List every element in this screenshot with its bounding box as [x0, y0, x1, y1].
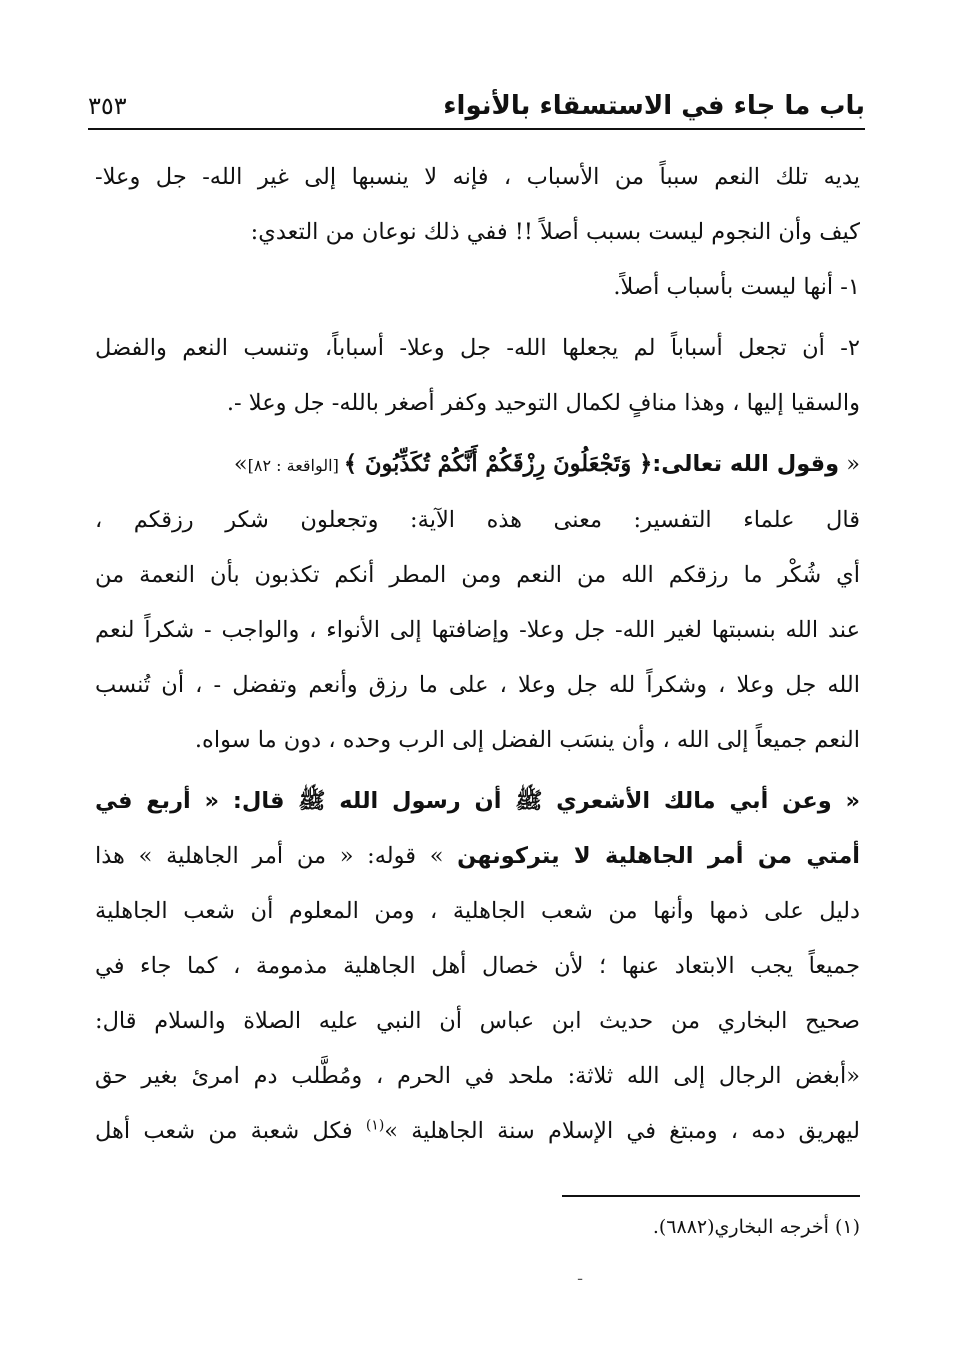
- hadith-line: [95, 829, 860, 884]
- list-item: ١- أنها ليست بأسباب أصلاً.: [613, 274, 860, 300]
- quote-open: «: [839, 451, 860, 477]
- quran-verse: ﴿ وَتَجْعَلُونَ رِزْقَكُمْ أَنَّكُمْ تُكَذِّبُونَ ﴾: [343, 451, 653, 477]
- text-line: صحيح البخاري من حديث ابن عباس أن النبي عليه الصلاة والسلام قال:: [95, 1008, 860, 1034]
- footnote-separator: [562, 1195, 860, 1197]
- quote-close: »: [233, 451, 248, 477]
- text-line: قال علماء التفسير: معنى هذه الآية: وتجعلون شكر رزقكم ،: [95, 507, 860, 533]
- list-item: ٢- أن تجعل أسباباً لم يجعلها الله- جل وعلا- أسباباً، وتنسب النعم والفضل: [95, 335, 860, 361]
- text-line: يديه تلك النعم سبباً من الأسباب ، فإنه لا ينسبها إلى غير الله- جل وعلا-: [95, 164, 860, 190]
- text-line: أي شُكْر ما رزقكم الله من النعم ومن المطر أنكم تكذبون بأن النعمة من: [95, 562, 860, 588]
- page-body: [95, 150, 860, 1159]
- text-line: كيف وأن النجوم ليست بسبب أصلاً !! ففي ذلك نوعان من التعدي:: [250, 219, 860, 245]
- text-line: دليل على ذمها وأنها من شعب الجاهلية ، ومن المعلوم أن شعب الجاهلية: [95, 898, 860, 924]
- hadith-line: « وعن أبي مالك الأشعري ﷺ أن رسول الله ﷺ قال: « أربع في: [95, 788, 860, 814]
- quote-lead: وقول الله تعالى:: [652, 451, 840, 477]
- text-line: الله جل وعلا ، وشكراً لله جل وعلا ، على ما رزق وأنعم وتفضل - ، أن تُنسب: [95, 672, 860, 698]
- text-line: «أبغض الرجال إلى الله ثلاثة: ملحد في الحرم ، ومُطَّلب دم امرئ بغير حق: [95, 1063, 860, 1089]
- footnote: (١) أخرجه البخاري(٦٨٨٢).: [652, 1216, 860, 1238]
- footnote-marker: (١): [365, 1117, 385, 1134]
- verse-reference: [الواقعة : ٨٢]: [247, 456, 344, 475]
- scan-mark: ـ: [578, 1268, 583, 1284]
- text-line: النعم جميعاً إلى الله ، وأن ينسَب الفضل إلى الرب وحده ، دون ما سواه.: [194, 727, 860, 753]
- text-segment: ليهريق دمه ، ومبتغ في الإسلام سنة الجاهلية »: [384, 1118, 860, 1144]
- text-line: [95, 1104, 860, 1159]
- commentary-text: » قوله: « من أمر الجاهلية » هذا: [95, 843, 458, 869]
- text-segment: فكل شعبة من شعب أهل: [95, 1118, 366, 1144]
- text-line: عند الله بنسبتها لغير الله- جل وعلا- وإضافتها إلى الأنواء ، والواجب - شكراً لنعم: [95, 617, 860, 643]
- quran-quote-line: [95, 437, 860, 493]
- text-line: والسقيا إليها ، وهذا منافٍ لكمال التوحيد وكفر أصغر بالله- جل وعلا -.: [226, 390, 860, 416]
- chapter-title: باب ما جاء في الاستسقاء بالأنواء: [443, 91, 865, 121]
- text-line: جميعاً يجب الابتعاد عنها ؛ لأن خصال أهل الجاهلية مذمومة ، كما جاء في: [95, 953, 860, 979]
- hadith-text: أمتي من أمر الجاهلية لا يتركونهن: [457, 843, 860, 869]
- page-header: [88, 84, 865, 130]
- page-number: ٣٥٣: [88, 92, 127, 120]
